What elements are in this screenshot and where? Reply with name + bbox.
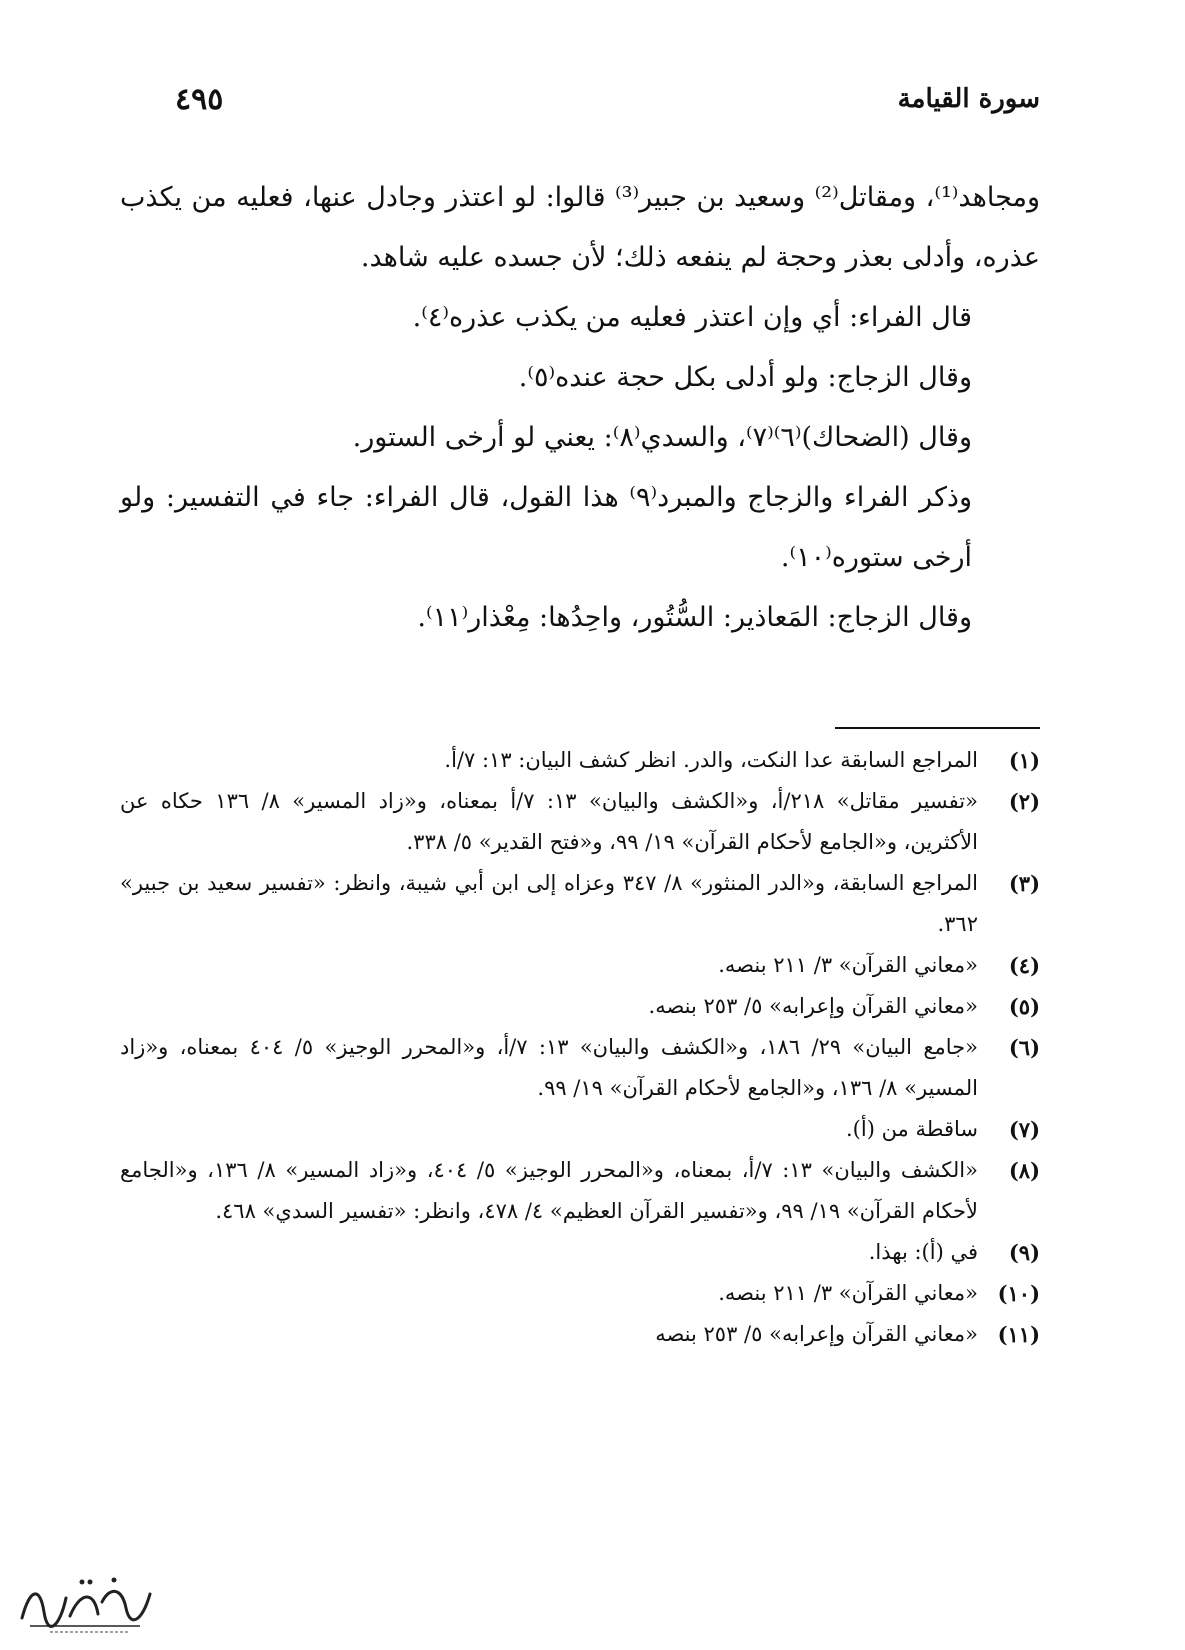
footnote-number: (٤) [1008,953,1040,978]
paragraph: ومجاهد⁽¹⁾، ومقاتل⁽²⁾ وسعيد بن جبير⁽³⁾ قالوا: لو اعتذر وجادل عنها، فعليه من يكذب عذره، وأدلى بعذر وحجة لم ينفعه ذلك؛ لأن جسده عليه شاهد. [120,182,1040,273]
footnote [120,986,1040,1027]
footnote-number: (١٠) [997,1281,1040,1306]
sura-name: سورة القيامة [897,84,1040,114]
footnote-text: المراجع السابقة، و«الدر المنثور» ٨/ ٣٤٧ وعزاه إلى ابن أبي شيبة، وانظر: «تفسير سعيد بن جبير» ٣٦٢. [120,871,978,936]
footnote [120,945,1040,986]
footnote-number: (٢) [1008,789,1040,814]
page-header [175,84,1040,124]
footnote [120,740,1040,781]
footnote-number: (٩) [1008,1240,1040,1265]
footnote-separator [835,727,1040,729]
footnote-text: «معاني القرآن وإعرابه» ٥/ ٢٥٣ بنصه. [648,994,978,1018]
footnotes [120,740,1040,1355]
paragraph: وذكر الفراء والزجاج والمبرد⁽٩⁾ هذا القول، قال الفراء: جاء في التفسير: ولو أرخى ستوره⁽١٠⁾. [120,482,972,573]
publisher-logo-icon [10,1568,160,1638]
footnote [120,1150,1040,1232]
publisher-logo-graphic [10,1568,160,1638]
footnote [120,1273,1040,1314]
paragraph: وقال الزجاج: ولو أدلى بكل حجة عنده⁽٥⁾. [518,362,972,393]
footnote [120,1027,1040,1109]
main-text [120,168,1040,648]
footnote-number: (١) [1008,748,1040,773]
footnote-number: (٥) [1008,994,1040,1019]
footnote-text: «جامع البيان» ٢٩/ ١٨٦، و«الكشف والبيان» ١٣: ٧/أ، و«المحرر الوجيز» ٥/ ٤٠٤ بمعناه، و«زاد المسير» ٨/ ١٣٦، و«الجامع لأحكام القرآن» ١٩/ ٩٩. [120,1035,978,1100]
footnote-number: (١١) [997,1322,1040,1347]
footnote [120,1232,1040,1273]
footnote-number: (٧) [1008,1117,1040,1142]
footnote-text: «معاني القرآن وإعرابه» ٥/ ٢٥٣ بنصه [655,1322,978,1346]
paragraph: وقال الزجاج: المَعاذير: السُّتُور، واحِدُها: مِعْذار⁽١١⁾. [417,602,972,633]
footnote-text: «معاني القرآن» ٣/ ٢١١ بنصه. [718,1281,978,1305]
footnote [120,1314,1040,1355]
footnote [120,1109,1040,1150]
footnote-text: ساقطة من (أ). [846,1117,978,1141]
footnote-text: المراجع السابقة عدا النكت، والدر. انظر كشف البيان: ١٣: ٧/أ. [444,748,978,772]
footnote-text: «الكشف والبيان» ١٣: ٧/أ، بمعناه، و«المحرر الوجيز» ٥/ ٤٠٤، و«زاد المسير» ٨/ ١٣٦، و«الجامع لأحكام القرآن» ١٩/ ٩٩، و«تفسير القرآن العظيم» ٤/ ٤٧٨، وانظر: «تفسير السدي» ٤٦٨. [120,1158,978,1223]
footnote-number: (٨) [1008,1158,1040,1183]
paragraph: وقال (الضحاك)⁽٦⁾⁽٧⁾، والسدي⁽٨⁾: يعني لو أرخى الستور. [352,422,972,453]
page-number: ٤٩٥ [175,82,224,117]
footnote [120,863,1040,945]
footnote-text: في (أ): بهذا. [868,1240,978,1264]
paragraph: قال الفراء: أي وإن اعتذر فعليه من يكذب عذره⁽٤⁾. [412,302,972,333]
footnote-number: (٣) [1008,871,1040,896]
footnote-text: «تفسير مقاتل» ٢١٨/أ، و«الكشف والبيان» ١٣: ٧/أ بمعناه، و«زاد المسير» ٨/ ١٣٦ حكاه عن الأكثرين، و«الجامع لأحكام القرآن» ١٩/ ٩٩، و«فتح القدير» ٥/ ٣٣٨. [120,789,978,854]
footnote-number: (٦) [1008,1035,1040,1060]
footnote [120,781,1040,863]
footnote-text: «معاني القرآن» ٣/ ٢١١ بنصه. [718,953,978,977]
